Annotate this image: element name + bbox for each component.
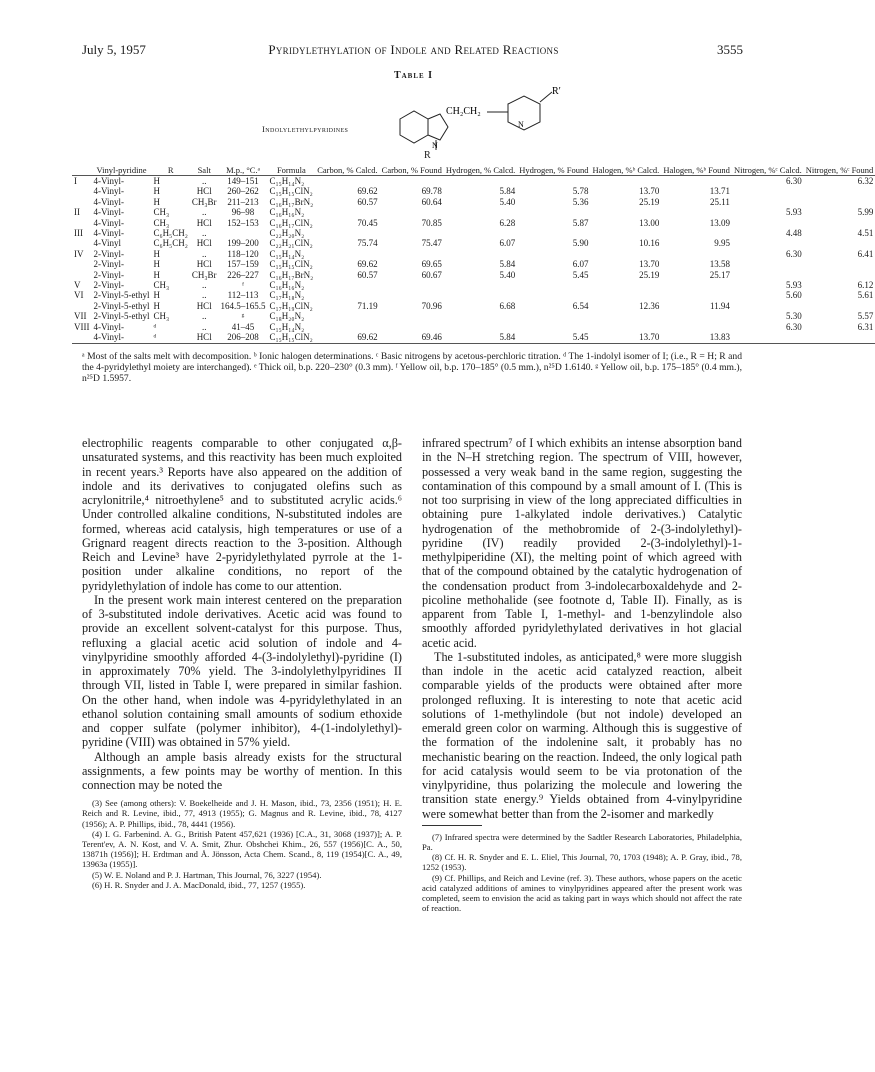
cell-hydrogen-found — [517, 249, 590, 259]
cell-halogen-calcd — [590, 280, 661, 290]
cell-carbon-calcd — [315, 176, 379, 187]
cell-hydrogen-found — [517, 176, 590, 187]
cell-hydrogen-found: 5.45 — [572, 269, 589, 280]
reference-6: (6) H. R. Snyder and J. A. MacDonald, ibid., 77, 1257 (1955). — [92, 879, 306, 890]
references — [82, 798, 402, 890]
cell-carbon-found: 69.78 — [421, 186, 442, 197]
cell-nitrogen-found: 6.12 — [857, 280, 874, 291]
cell-nitrogen-found — [804, 197, 875, 207]
cell-salt: CH₃Br — [191, 269, 217, 280]
cell-r-group: CH₃ — [153, 207, 170, 218]
cell-hydrogen-calcd — [444, 290, 517, 300]
cell-formula: C₁₅H₁₅ClN₂ — [269, 186, 313, 197]
references — [422, 832, 742, 914]
cell-compound-number — [72, 197, 92, 207]
cell-nitrogen-found: 6.31 — [857, 321, 874, 332]
cell-formula: C₁₇H₁₉ClN₂ — [269, 300, 313, 311]
cell-hydrogen-calcd — [444, 207, 517, 217]
cell-melting-point: 206–208 — [227, 332, 259, 343]
cell-halogen-calcd: 12.36 — [639, 300, 660, 311]
cell-hydrogen-calcd: 5.84 — [499, 332, 516, 343]
paragraph: In the present work main interest centered on the preparation of 3-substituted indole derivatives. Acetic acid was found to provide an excellent solvent-catalyst for this purpose. Thus, refluxing a glacial acetic acid solution of indole and 4-vinylpyridine smoothly afforded 4-(3-indolylethyl)-pyridine (I) in approximately 70% yield. The 3-indolylethylpyridines II through VII, listed in Table I, were prepared in similar fashion. On the other hand, when indole was 4-pyridylethylated in an ethanol solution containing small amounts of sodium ethoxide and copper sulfate (polymer inhibitor), 4-(1-indolylethyl)-pyridine (VIII) was obtained in 57% yield. — [82, 592, 402, 750]
cell-nitrogen-calcd — [732, 301, 804, 311]
cell-melting-point: 112–113 — [227, 290, 259, 301]
cell-carbon-calcd: 71.19 — [357, 300, 378, 311]
footnote-rule — [422, 825, 482, 826]
col-header-salt: Salt — [197, 165, 211, 175]
paragraph: The 1-substituted indoles, as anticipated,⁸ were more sluggish than indole in the acetic acid catalyzed reaction, albeit comparable yields of the products were obtained after more prolonged refluxing. It is interesting to note that acetic acid solutions of 1-methylindole (but not indole) developed an emerald green color on warming. Although this is suggestive of the formation of the indolenine salt, it probably has no mechanistic bearing on the reaction. Indeed, the only logical path for acid catalysis would seem to be via protonation of the vinylpyridine, thus polarizing the molecule and lowering the transition state energy.⁹ Yields obtained from 4-vinylpyridine were somewhat better than from the 2-isomer and markedly — [422, 649, 742, 821]
cell-nitrogen-calcd: 4.48 — [785, 228, 802, 239]
cell-melting-point: 118–120 — [227, 248, 259, 259]
pyridine-ring — [508, 96, 540, 130]
cell-vinylpyridine: 4-Vinyl- — [93, 332, 124, 343]
cell-halogen-found: 25.11 — [710, 196, 730, 207]
table-row — [72, 176, 875, 187]
cell-halogen-calcd: 13.70 — [639, 332, 660, 343]
col-header-nitrogen-calcd: Nitrogen, %ᶜ Calcd. — [733, 165, 802, 175]
cell-formula: C₁₇H₁₈N₂ — [269, 290, 305, 301]
cell-nitrogen-calcd — [732, 238, 804, 248]
cell-r-group: H — [153, 290, 160, 301]
cell-compound-number — [72, 332, 92, 343]
cell-melting-point: 164.5–165.5 — [220, 300, 266, 311]
cell-halogen-found — [661, 290, 732, 300]
cell-halogen-calcd: 13.70 — [639, 186, 660, 197]
cell-vinylpyridine: 2-Vinyl- — [93, 259, 124, 270]
paragraph: Although an ample basis already exists for the structural assignments, a few points may be worthy of mention. In this connection may be noted the — [82, 749, 402, 792]
cell-formula: C₁₅H₁₄N₂ — [269, 248, 305, 259]
cell-compound-number: IV — [74, 248, 84, 259]
cell-halogen-found — [661, 322, 732, 332]
cell-carbon-calcd — [315, 290, 379, 300]
cell-hydrogen-calcd — [444, 322, 517, 332]
cell-carbon-found — [380, 249, 444, 259]
cell-salt: HCl — [196, 259, 212, 270]
cell-hydrogen-found — [517, 322, 590, 332]
cell-salt: HCl — [196, 300, 212, 311]
cell-salt: .. — [201, 228, 207, 239]
cell-salt: HCl — [196, 186, 212, 197]
cell-halogen-calcd: 13.70 — [639, 259, 660, 270]
indolylethylpyridine-structure — [380, 84, 580, 164]
cell-nitrogen-found — [804, 270, 875, 280]
cell-salt: .. — [201, 311, 207, 322]
cell-halogen-found: 25.17 — [709, 269, 730, 280]
cell-carbon-calcd: 70.45 — [357, 217, 378, 228]
cell-carbon-calcd: 75.74 — [357, 238, 378, 249]
cell-halogen-calcd — [590, 176, 661, 187]
cell-salt: .. — [201, 176, 207, 186]
cell-hydrogen-found: 5.36 — [572, 196, 589, 207]
cell-salt: .. — [201, 248, 207, 259]
cell-carbon-calcd: 60.57 — [357, 196, 378, 207]
cell-hydrogen-found — [517, 207, 590, 217]
cell-halogen-found: 13.09 — [709, 217, 730, 228]
cell-salt: CH₃Br — [191, 196, 217, 207]
cell-compound-number — [72, 186, 92, 196]
cell-hydrogen-calcd: 6.07 — [499, 238, 516, 249]
cell-formula: C₁₅H₁₄N₂ — [269, 176, 305, 186]
cell-nitrogen-found — [804, 218, 875, 228]
cell-nitrogen-calcd — [732, 218, 804, 228]
cell-r-group: CH₃ — [153, 280, 170, 291]
cell-halogen-found: 11.94 — [710, 300, 730, 311]
cell-r-group: H — [153, 196, 160, 207]
cell-halogen-calcd — [590, 322, 661, 332]
cell-salt: HCl — [196, 238, 212, 249]
cell-r-group: CH₃ — [153, 311, 170, 322]
cell-melting-point: 41–45 — [231, 321, 255, 332]
cell-carbon-calcd — [315, 322, 379, 332]
table-row — [72, 290, 875, 300]
cell-nitrogen-calcd: 6.30 — [785, 176, 802, 186]
cell-halogen-found: 13.58 — [709, 259, 730, 270]
cell-halogen-found — [661, 280, 732, 290]
col-header-hydrogen-calcd: Hydrogen, % Calcd. — [445, 165, 516, 175]
cell-r-group: H — [153, 269, 160, 280]
reference-7: (7) Infrared spectra were determined by the Sadtler Research Laboratories, Philadelphia, Pa. — [422, 831, 742, 852]
cell-carbon-calcd: 69.62 — [357, 259, 378, 270]
cell-formula: C₁₅H₁₄N₂ — [269, 321, 305, 332]
cell-formula: C₂₂H₂₁ClN₂ — [269, 238, 313, 249]
reference-5: (5) W. E. Noland and P. J. Hartman, This Journal, 76, 3227 (1954). — [92, 869, 322, 880]
cell-vinylpyridine: 4-Vinyl- — [93, 228, 124, 239]
cell-carbon-found — [380, 322, 444, 332]
cell-nitrogen-found: 6.32 — [857, 176, 874, 186]
cell-hydrogen-calcd: 6.68 — [499, 300, 516, 311]
left-column — [82, 436, 402, 890]
pyrrole-ring — [428, 114, 448, 140]
cell-r-group: C₆H₅CH₂ — [153, 238, 188, 249]
page-number: 3555 — [717, 42, 743, 57]
reference-3: (3) See (among others): V. Boekelheide and J. H. Mason, ibid., 73, 2356 (1951); H. E. Reich and R. Levine, ibid., 77, 4913 (1955); G. Magnus and R. Levine, ibid., 78, 4127 (1956); A. P. Phillips, ibid., 78, 4441 (1956). — [82, 798, 402, 829]
svg-text:N: N — [432, 141, 438, 150]
cell-nitrogen-calcd: 5.93 — [785, 280, 802, 291]
col-header-nitrogen-found: Nitrogen, %ᶜ Found — [805, 165, 874, 175]
cell-r-group: C₆H₅CH₂ — [153, 228, 188, 239]
cell-halogen-calcd: 25.19 — [639, 269, 660, 280]
benzene-ring — [400, 111, 428, 143]
cell-halogen-found — [661, 311, 732, 321]
cell-nitrogen-found — [804, 186, 875, 196]
cell-nitrogen-calcd: 5.30 — [785, 311, 802, 322]
cell-halogen-found: 9.95 — [714, 238, 730, 249]
cell-formula: C₁₆H₁₆N₂ — [269, 280, 305, 291]
cell-carbon-found — [380, 207, 444, 217]
cell-hydrogen-found — [517, 311, 590, 321]
cell-vinylpyridine: 2-Vinyl-5-ethyl — [93, 290, 150, 301]
cell-compound-number: VI — [74, 290, 84, 301]
cell-hydrogen-found: 5.90 — [572, 238, 589, 249]
cell-compound-number — [72, 218, 92, 228]
cell-carbon-calcd: 69.62 — [357, 332, 378, 343]
cell-vinylpyridine: 4-Vinyl- — [93, 186, 124, 197]
cell-r-group: H — [153, 248, 160, 259]
table-1 — [72, 166, 875, 344]
cell-formula: C₁₆H₁₇ClN₂ — [269, 217, 313, 228]
cell-carbon-found — [380, 290, 444, 300]
cell-hydrogen-found: 5.45 — [572, 332, 589, 343]
cell-hydrogen-found — [517, 290, 590, 300]
cell-vinylpyridine: 2-Vinyl- — [93, 280, 124, 291]
cell-halogen-calcd — [590, 249, 661, 259]
table-row — [72, 186, 875, 196]
col-header-vinylpyridine: Vinyl-pyridine — [96, 165, 147, 175]
cell-hydrogen-calcd: 5.84 — [499, 259, 516, 270]
cell-compound-number: III — [74, 228, 83, 239]
cell-hydrogen-found — [517, 228, 590, 238]
cell-carbon-calcd: 60.57 — [357, 269, 378, 280]
cell-melting-point: 96–98 — [231, 207, 255, 218]
cell-hydrogen-calcd — [444, 176, 517, 187]
cell-halogen-calcd — [590, 207, 661, 217]
paragraph: electrophilic reagents comparable to other conjugated α,β-unsaturated systems, and this reactivity has been much exploited in recent years.³ Reports have also appeared on the addition of indole and its derivatives to conjugated olefins such as acrylonitrile,⁴ nitroethylene⁵ and to substituted acrylic acids.⁶ Under controlled alkaline conditions, N-substituted indoles are formed, whereas acid catalysis, high temperatures or use of a Grignard reagent directs reaction to the 3-position. Although Reich and Levine³ have 2-pyridylethylated pyrrole at the 1-position under alkaline conditions, no report of the pyridylethylation of indole has come to our attention. — [82, 436, 402, 593]
col-header-r: R — [167, 165, 174, 175]
cell-nitrogen-calcd — [732, 186, 804, 196]
cell-halogen-found — [661, 207, 732, 217]
paragraph: infrared spectrum⁷ of I which exhibits an intense absorption band in the N–H stretching region. The spectrum of VIII, however, possessed a very weak band in the same region, suggesting the contamination of this compound by a small amount of I. (This is not too surprising in view of the long appreciated difficulties in obtaining pure 1-alkylated indole derivatives.) Catalytic hydrogenation of the methobromide of 2-(3-indolylethyl)-pyridine (IV) readily provided 2-(3-indolylethyl)-1-methylpiperidine (XI), the melting point of which agreed with that of the compound obtained by the catalytic hydrogenation of the condensation product from 3-indolecarboxaldehyde and 2-picoline methohalide (see footnote d, Table II). Finally, as is apparent from Table I, 1-methyl- and 1-benzylindole also smoothly afforded pyridylethylated derivatives in hot glacial acetic acid. — [422, 436, 742, 650]
cell-hydrogen-calcd — [444, 249, 517, 259]
cell-hydrogen-calcd: 5.40 — [499, 196, 516, 207]
cell-nitrogen-found: 4.51 — [857, 228, 874, 239]
table-row — [72, 259, 875, 269]
cell-r-group: H — [153, 186, 160, 197]
cell-halogen-calcd — [590, 228, 661, 238]
cell-halogen-calcd: 13.00 — [639, 217, 660, 228]
reference-4: (4) I. G. Farbenind. A. G., British Patent 457,621 (1936) [C.A., 31, 3068 (1937)]; A. P. Terent'ev, A. N. Kost, and V. A. Smit, Zhur. Obshchei Khim., 26, 557 (1956)[C. A., 50, 13871h (1956)]; H. Erdtman and Å. Jönsson, Acta Chem. Scand., 8, 119 (1954)[C. A., 49, 13963a (1955)]. — [82, 828, 402, 870]
cell-formula: C₂₂H₂₀N₂ — [269, 228, 305, 239]
cell-halogen-found: 13.71 — [709, 186, 730, 197]
cell-hydrogen-calcd: 5.84 — [499, 186, 516, 197]
ethyl-chain-label: CH₂CH₂ — [446, 106, 481, 117]
cell-carbon-found: 70.85 — [421, 217, 442, 228]
cell-hydrogen-calcd — [444, 311, 517, 321]
cell-r-group: H — [153, 176, 160, 186]
cell-vinylpyridine: 4-Vinyl- — [93, 176, 124, 186]
cell-compound-number: V — [74, 280, 81, 291]
cell-formula: C₁₆H₁₇BrN₂ — [269, 269, 314, 280]
table-row — [72, 311, 875, 321]
cell-carbon-calcd — [315, 249, 379, 259]
cell-hydrogen-found — [517, 280, 590, 290]
cell-melting-point: 211–213 — [227, 196, 259, 207]
cell-carbon-found — [380, 280, 444, 290]
cell-nitrogen-calcd: 5.60 — [785, 290, 802, 301]
cell-carbon-found: 60.64 — [421, 196, 442, 207]
structure-r-label: R — [424, 150, 431, 161]
cell-halogen-found — [661, 228, 732, 238]
col-header-mp: M.p., °C.ᵃ — [226, 165, 260, 175]
cell-formula: C₁₆H₁₇BrN₂ — [269, 196, 314, 207]
cell-compound-number: VII — [74, 311, 87, 322]
cell-melting-point: 152–153 — [227, 217, 259, 228]
cell-salt: .. — [201, 290, 207, 301]
cell-compound-number: II — [74, 207, 80, 218]
table-row — [72, 280, 875, 290]
cell-r-group: ᵈ — [153, 332, 157, 343]
table-row — [72, 228, 875, 238]
cell-hydrogen-calcd: 5.40 — [499, 269, 516, 280]
running-date: July 5, 1957 — [82, 42, 146, 57]
cell-salt: .. — [201, 280, 207, 291]
table-row — [72, 249, 875, 259]
cell-r-group: ᵈ — [153, 321, 157, 332]
cell-vinylpyridine: 2-Vinyl-5-ethyl — [93, 311, 150, 322]
cell-formula: C₁₅H₁₅ClN₂ — [269, 332, 313, 343]
cell-formula: C₁₈H₂₀N₂ — [269, 311, 305, 322]
cell-r-group: CH₃ — [153, 217, 170, 228]
cell-hydrogen-found: 6.07 — [572, 259, 589, 270]
cell-salt: .. — [201, 207, 207, 218]
cell-halogen-calcd: 25.19 — [639, 196, 660, 207]
cell-melting-point: ᵍ — [241, 311, 245, 322]
cell-nitrogen-found: 5.57 — [857, 311, 874, 322]
col-header-halogen-found: Halogen, %ᵇ Found — [663, 165, 730, 175]
cell-melting-point: 260–262 — [227, 186, 259, 197]
cell-hydrogen-found: 5.78 — [572, 186, 589, 197]
cell-carbon-found: 75.47 — [421, 238, 442, 249]
col-header-carbon-calcd: Carbon, % Calcd. — [317, 165, 378, 175]
reference-9: (9) Cf. Phillips, and Reich and Levine (ref. 3). These authors, whose papers on the acetic acid catalyzed additions of amines to vinylpyridines appeared after the present work was completed, seem to envision the acid as taking part in ways which should not affect the rate of reaction. — [422, 872, 742, 914]
cell-salt: .. — [201, 321, 207, 332]
cell-nitrogen-found — [804, 259, 875, 269]
cell-melting-point: ᶠ — [242, 280, 244, 291]
cell-vinylpyridine: 4-Vinyl- — [93, 207, 124, 218]
cell-compound-number — [72, 301, 92, 311]
cell-hydrogen-found: 5.87 — [572, 217, 589, 228]
table-row — [72, 218, 875, 228]
cell-carbon-calcd — [315, 228, 379, 238]
cell-hydrogen-found: 6.54 — [572, 300, 589, 311]
cell-carbon-calcd — [315, 311, 379, 321]
cell-salt: HCl — [196, 217, 212, 228]
cell-carbon-found: 60.67 — [421, 269, 442, 280]
cell-salt: HCl — [196, 332, 212, 343]
table-row — [72, 270, 875, 280]
table-caption: Table I — [393, 70, 434, 81]
table-row — [72, 301, 875, 311]
cell-nitrogen-found — [804, 301, 875, 311]
cell-vinylpyridine: 4-Vinyl- — [93, 196, 124, 207]
table-row — [72, 332, 875, 343]
cell-halogen-found — [661, 176, 732, 187]
cell-carbon-calcd — [315, 207, 379, 217]
cell-melting-point — [219, 228, 268, 238]
cell-r-group: H — [153, 259, 160, 270]
cell-carbon-found — [380, 176, 444, 187]
col-header-hydrogen-found: Hydrogen, % Found — [519, 165, 589, 175]
cell-formula: C₁₅H₁₅ClN₂ — [269, 259, 313, 270]
cell-vinylpyridine: 4-Vinyl- — [93, 321, 124, 332]
structure-label: Indolylethylpyridines — [262, 124, 349, 134]
cell-halogen-found: 13.83 — [709, 332, 730, 343]
cell-carbon-calcd: 69.62 — [357, 186, 378, 197]
cell-nitrogen-found: 5.99 — [857, 207, 874, 218]
cell-vinylpyridine: 2-Vinyl- — [93, 269, 124, 280]
cell-halogen-calcd: 10.16 — [639, 238, 660, 249]
cell-vinylpyridine: 4-Vinyl — [93, 238, 121, 249]
cell-carbon-found — [380, 228, 444, 238]
cell-nitrogen-calcd: 5.93 — [785, 207, 802, 218]
cell-hydrogen-calcd: 6.28 — [499, 217, 516, 228]
table-row — [72, 238, 875, 248]
cell-nitrogen-calcd: 6.30 — [785, 321, 802, 332]
cell-vinylpyridine: 4-Vinyl- — [93, 217, 124, 228]
table-footnotes: ᵃ Most of the salts melt with decomposition. ᵇ Ionic halogen determinations. ᶜ Basic nitrogens by acetous-perchloric titration. ᵈ The 1-indolyl isomer of I; (i.e., R = H; R and the 4-pyridylethyl moiety are interchanged). ᵉ Thick oil, b.p. 220–230° (0.3 mm). ᶠ Yellow oil, b.p. 170–185° (0.5 mm.), n²⁵D 1.6140. ᵍ Yellow oil, b.p. 175–185° (0.4 mm.), n²⁵D 1.5957. — [82, 351, 742, 384]
cell-compound-number: I — [74, 176, 77, 186]
cell-compound-number — [72, 259, 92, 269]
cell-hydrogen-calcd — [444, 228, 517, 238]
r-prime-label: R′ — [552, 86, 561, 97]
cell-nitrogen-calcd — [732, 197, 804, 207]
table-row — [72, 207, 875, 217]
right-column — [422, 436, 742, 913]
cell-vinylpyridine: 2-Vinyl-5-ethyl — [93, 300, 150, 311]
cell-carbon-calcd — [315, 280, 379, 290]
table-row — [72, 197, 875, 207]
running-title: Pyridylethylation of Indole and Related Reactions — [268, 42, 559, 57]
cell-melting-point: 199–200 — [227, 238, 259, 249]
cell-nitrogen-found: 6.41 — [857, 248, 874, 259]
svg-text:N: N — [518, 120, 524, 129]
cell-melting-point: 149–151 — [227, 176, 259, 186]
cell-melting-point: 226–227 — [227, 269, 259, 280]
cell-nitrogen-calcd — [732, 270, 804, 280]
cell-carbon-found: 69.46 — [421, 332, 442, 343]
cell-nitrogen-calcd — [732, 332, 804, 343]
cell-melting-point: 157–159 — [227, 259, 259, 270]
col-header-formula: Formula — [276, 165, 306, 175]
col-header-carbon-found: Carbon, % Found — [381, 165, 442, 175]
cell-halogen-found — [661, 249, 732, 259]
cell-formula: C₁₆H₁₆N₂ — [269, 207, 305, 218]
cell-compound-number — [72, 270, 92, 280]
cell-nitrogen-found — [804, 332, 875, 343]
cell-vinylpyridine: 2-Vinyl- — [93, 248, 124, 259]
reference-8: (8) Cf. H. R. Snyder and E. L. Eliel, This Journal, 70, 1703 (1948); A. P. Gray, ibid., 78, 1252 (1953). — [422, 852, 742, 873]
cell-nitrogen-found: 5.61 — [857, 290, 874, 301]
cell-carbon-found: 69.65 — [421, 259, 442, 270]
cell-halogen-calcd — [590, 290, 661, 300]
cell-nitrogen-found — [804, 238, 875, 248]
cell-compound-number — [72, 238, 92, 248]
cell-r-group: H — [153, 300, 160, 311]
cell-nitrogen-calcd — [732, 259, 804, 269]
cell-carbon-found — [380, 311, 444, 321]
cell-carbon-found: 70.96 — [421, 300, 442, 311]
cell-hydrogen-calcd — [444, 280, 517, 290]
cell-halogen-calcd — [590, 311, 661, 321]
cell-compound-number: VIII — [74, 321, 90, 332]
col-header-halogen-calcd: Halogen, %ᵇ Calcd. — [592, 165, 660, 175]
cell-nitrogen-calcd: 6.30 — [785, 248, 802, 259]
table-row — [72, 322, 875, 332]
